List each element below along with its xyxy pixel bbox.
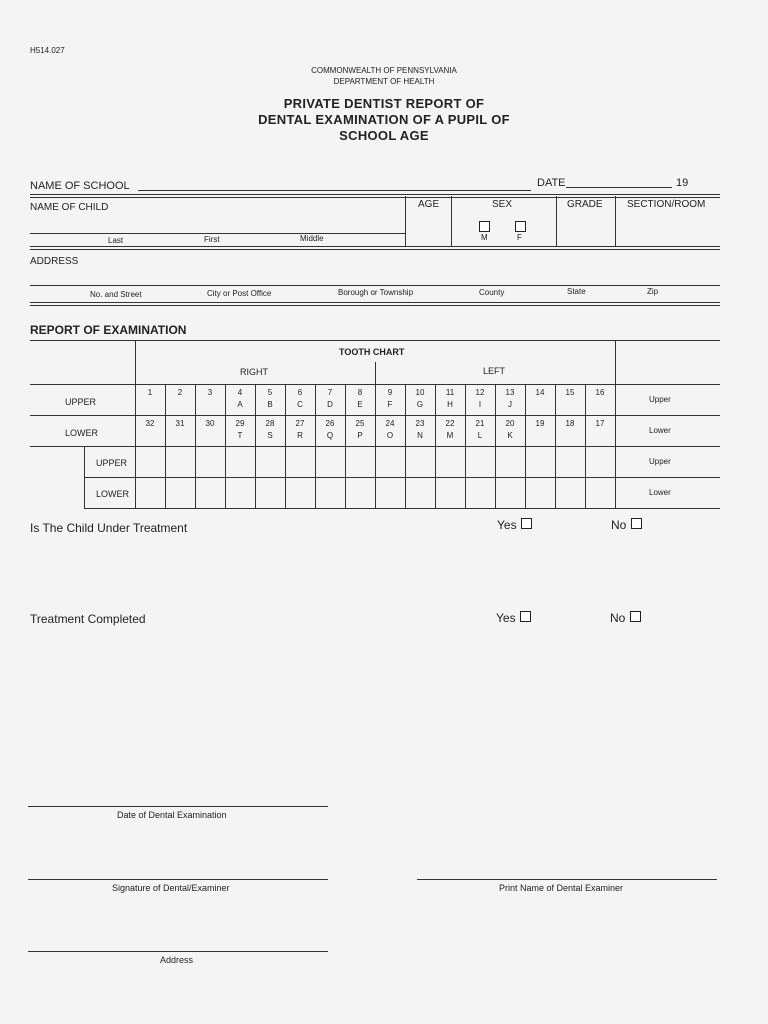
grid-line [525, 384, 526, 508]
lower-tooth-letter: O [386, 431, 394, 440]
print-name-field[interactable] [417, 879, 717, 880]
upper-tooth-number: 7 [327, 388, 333, 397]
tooth-chart-title: TOOTH CHART [339, 347, 405, 357]
agency-line1: COMMONWEALTH OF PENNSYLVANIA [311, 66, 457, 75]
upper-tooth-letter: B [267, 400, 273, 409]
female-label: F [517, 233, 522, 242]
lower-tooth-letter: N [417, 431, 423, 440]
upper-tooth-letter: E [357, 400, 363, 409]
lower-tooth-number: 27 [295, 419, 305, 428]
upper-tooth-number: 12 [475, 388, 485, 397]
upper-tooth-letter: C [297, 400, 303, 409]
agency-line2: DEPARTMENT OF HEALTH [333, 77, 435, 86]
upper-tooth-number: 8 [357, 388, 363, 397]
upper-tooth-letter: G [416, 400, 424, 409]
print-name-label: Print Name of Dental Examiner [499, 883, 624, 893]
lower-tooth-number: 31 [175, 419, 185, 428]
city-label: City or Post Office [207, 289, 272, 298]
middle-name-label: Middle [300, 234, 324, 243]
lower-tooth-letter: P [357, 431, 363, 440]
lower-tooth-number: 17 [595, 419, 605, 428]
lower-tooth-number: 20 [505, 419, 515, 428]
upper-right-label: Upper [649, 395, 671, 404]
age-label: AGE [418, 199, 440, 210]
upper-tooth-letter: J [508, 400, 512, 409]
exam-heading: REPORT OF EXAMINATION [30, 323, 187, 337]
date-exam-field[interactable] [28, 806, 328, 807]
sex-label: SEX [492, 199, 513, 210]
title-line1: PRIVATE DENTIST REPORT OF [283, 96, 485, 111]
upper-tooth-number: 3 [207, 388, 213, 397]
under-treatment-question: Is The Child Under Treatment [30, 521, 188, 535]
upper-tooth-number: 10 [415, 388, 425, 397]
borough-label: Borough or Township [338, 288, 414, 297]
lower-tooth-letter: K [507, 431, 513, 440]
upper-tooth-number: 1 [147, 388, 153, 397]
lower-right-label-2: Lower [649, 488, 671, 497]
lower-tooth-letter: M [446, 431, 454, 440]
upper-tooth-number: 15 [565, 388, 575, 397]
title-line3: SCHOOL AGE [339, 128, 429, 143]
grade-label: GRADE [567, 199, 603, 210]
signature-label: Signature of Dental/Examiner [112, 883, 230, 893]
street-label: No. and Street [90, 290, 142, 299]
lower-tooth-letter: R [297, 431, 303, 440]
date-label: DATE [537, 177, 566, 189]
lower-right-label: Lower [649, 426, 671, 435]
completed-yes-label: Yes [496, 611, 516, 625]
lower-tooth-number: 23 [415, 419, 425, 428]
upper-tooth-number: 11 [445, 388, 455, 397]
zip-label: Zip [647, 287, 659, 296]
sub-lower-label: LOWER [96, 489, 130, 499]
school-name-label: NAME OF SCHOOL [30, 180, 130, 192]
upper-tooth-number: 2 [177, 388, 183, 397]
state-label: State [567, 287, 586, 296]
upper-tooth-number: 13 [505, 388, 515, 397]
upper-tooth-letter: A [237, 400, 243, 409]
grid-line [84, 477, 720, 478]
lower-tooth-letter: S [267, 431, 273, 440]
title-line2: DENTAL EXAMINATION OF A PUPIL OF [258, 112, 510, 127]
address-sign-field[interactable] [28, 951, 328, 952]
under-treatment-yes-checkbox[interactable] [521, 518, 532, 529]
address-label: ADDRESS [30, 256, 79, 267]
signature-field[interactable] [28, 879, 328, 880]
sub-upper-label: UPPER [96, 458, 128, 468]
upper-tooth-number: 16 [595, 388, 605, 397]
lower-tooth-letter: Q [326, 431, 334, 440]
county-label: County [479, 288, 505, 297]
lower-tooth-number: 32 [145, 419, 155, 428]
grid-line [165, 384, 166, 508]
completed-yes-checkbox[interactable] [520, 611, 531, 622]
upper-right-label-2: Upper [649, 457, 671, 466]
year-prefix: 19 [676, 177, 689, 189]
form-code: H514.027 [30, 46, 65, 55]
grid-line [585, 384, 586, 508]
lower-tooth-number: 28 [265, 419, 275, 428]
lower-tooth-number: 25 [355, 419, 365, 428]
lower-tooth-number: 21 [475, 419, 485, 428]
upper-tooth-letter: H [447, 400, 453, 409]
upper-tooth-number: 5 [267, 388, 273, 397]
child-name-label: NAME OF CHILD [30, 202, 109, 213]
upper-tooth-number: 14 [535, 388, 545, 397]
date-exam-label: Date of Dental Examination [117, 810, 227, 820]
left-label: LEFT [483, 366, 506, 376]
under-treatment-no-label: No [611, 518, 627, 532]
upper-tooth-number: 6 [297, 388, 303, 397]
right-label: RIGHT [240, 367, 268, 377]
lower-tooth-number: 22 [445, 419, 455, 428]
grid-line [375, 362, 376, 384]
upper-tooth-number: 9 [387, 388, 393, 397]
lower-tooth-number: 26 [325, 419, 335, 428]
treatment-completed-question: Treatment Completed [30, 612, 146, 626]
last-name-label: Last [108, 236, 124, 245]
under-treatment-yes-label: Yes [497, 518, 517, 532]
completed-no-checkbox[interactable] [630, 611, 641, 622]
upper-tooth-letter: I [478, 400, 482, 409]
lower-label: LOWER [65, 428, 99, 438]
upper-tooth-number: 4 [237, 388, 243, 397]
lower-tooth-number: 18 [565, 419, 575, 428]
upper-tooth-letter: F [387, 400, 393, 409]
lower-tooth-number: 29 [235, 419, 245, 428]
completed-no-label: No [610, 611, 626, 625]
address-sign-label: Address [160, 955, 194, 965]
lower-tooth-number: 19 [535, 419, 545, 428]
grid-line [84, 508, 720, 509]
grid-line [555, 384, 556, 508]
upper-label: UPPER [65, 397, 97, 407]
grid-line [615, 340, 616, 508]
under-treatment-no-checkbox[interactable] [631, 518, 642, 529]
grid-line [195, 384, 196, 508]
male-label: M [481, 233, 488, 242]
first-name-label: First [204, 235, 220, 244]
upper-tooth-letter: D [327, 400, 333, 409]
lower-tooth-number: 30 [205, 419, 215, 428]
lower-tooth-number: 24 [385, 419, 395, 428]
lower-tooth-letter: T [237, 431, 243, 440]
lower-tooth-letter: L [477, 431, 483, 440]
section-label: SECTION/ROOM [627, 199, 706, 210]
